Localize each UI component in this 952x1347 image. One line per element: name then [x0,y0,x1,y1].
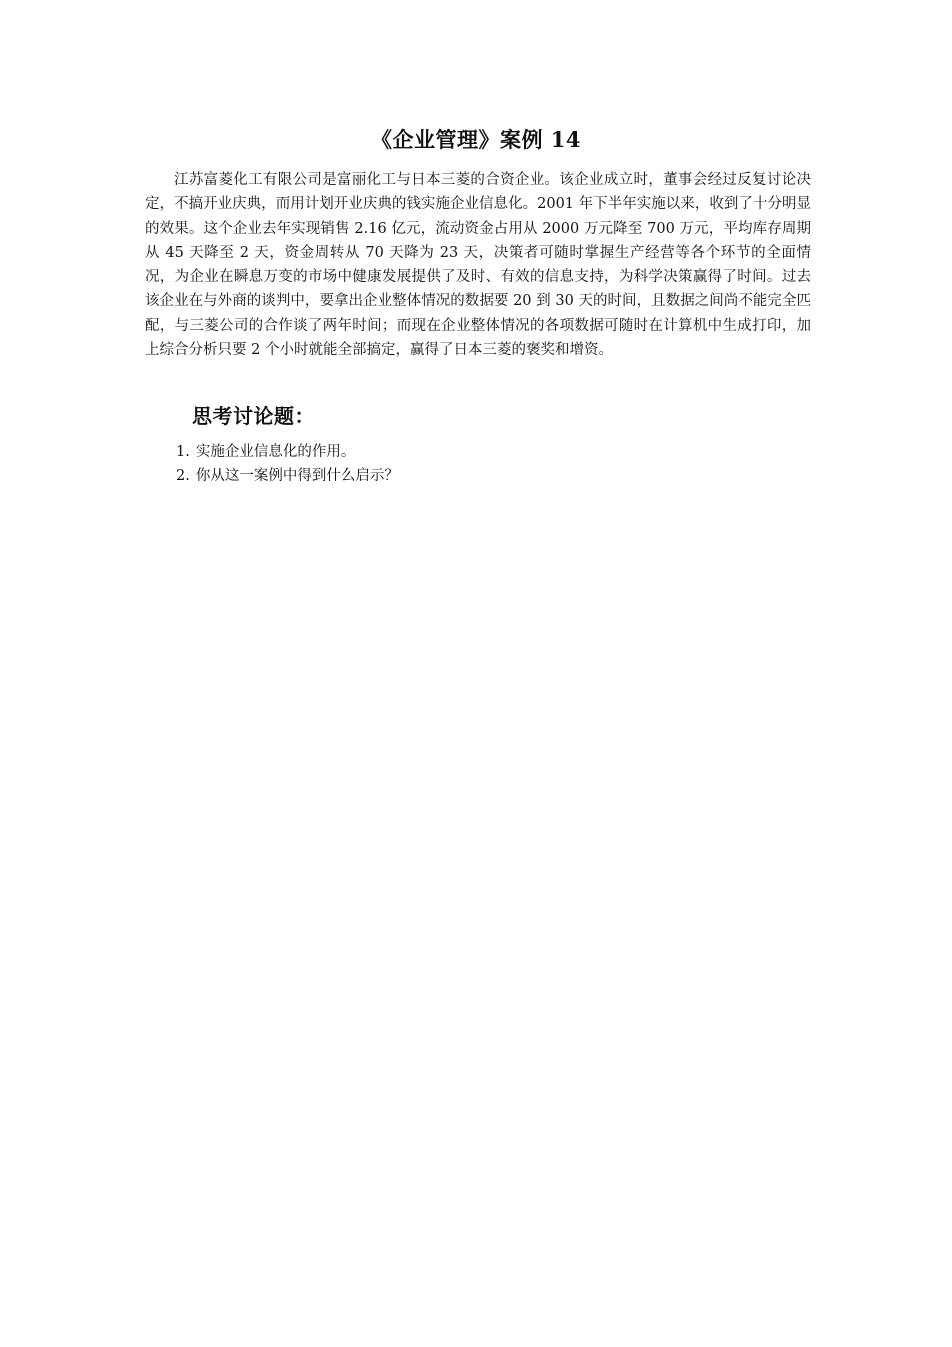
case-paragraph: 江苏富菱化工有限公司是富丽化工与日本三菱的合资企业。该企业成立时，董事会经过反复讨论决定，不搞开业庆典，而用计划开业庆典的钱实施企业信息化。2001 年下半年实施以来，收到了十分明显的效果。这个企业去年实现销售 2.16 亿元，流动资金占用从 2000 万元降至 700 万元，平均库存周期从 45 天降至 2 天，资金周转从 70 天降为 23 天，决策者可随时掌握生产经营等各个环节的全面情况，为企业在瞬息万变的市场中健康发展提供了及时、有效的信息支持，为科学决策赢得了时间。过去该企业在与外商的谈判中，要拿出企业整体情况的数据要 20 到 30 天的时间，且数据之间尚不能完全匹配，与三菱公司的合作谈了两年时间；而现在企业整体情况的各项数据可随时在计算机中生成打印，加上综合分析只要 2 个小时就能全部搞定，赢得了日本三菱的褒奖和增资。 [145,172,811,359]
question-number: 2. [176,468,190,484]
question-text: 你从这一案例中得到什么启示？ [195,468,399,484]
discussion-heading: 思考讨论题： [192,404,315,428]
question-item [176,440,399,464]
question-list [176,440,399,488]
question-text: 实施企业信息化的作用。 [195,444,356,460]
document-title: 《企业管理》案例 14 [370,127,582,152]
question-number: 1. [176,444,190,460]
question-item [176,464,399,488]
